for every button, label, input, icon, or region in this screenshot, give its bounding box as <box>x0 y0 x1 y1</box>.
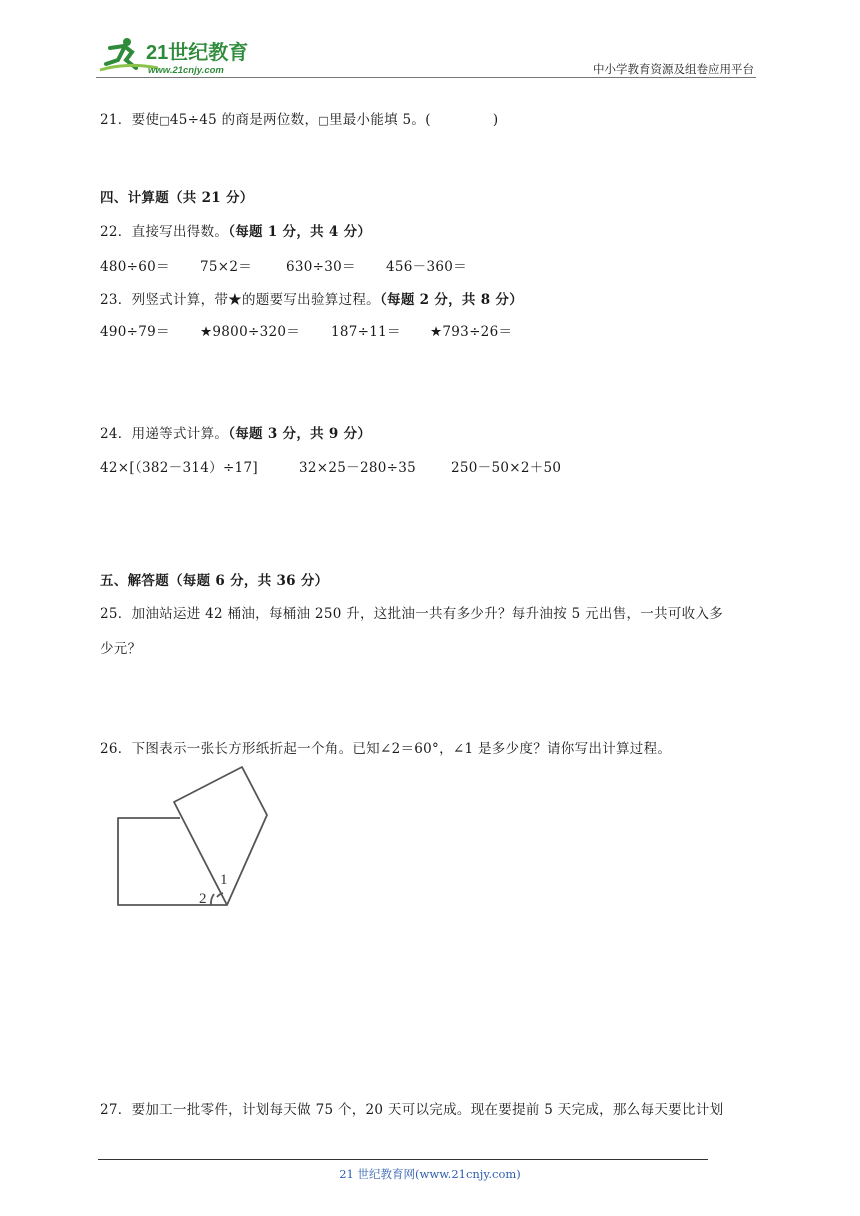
q24-text: 24．用递等式计算。 <box>100 426 229 442</box>
question-23 <box>100 288 523 308</box>
question-25-line2: 少元？ <box>100 641 142 657</box>
q24-score: （每题 3 分，共 9 分） <box>228 426 372 442</box>
footer-text[interactable]: 21 世纪教育网(www.21cnjy.com) <box>339 1167 521 1181</box>
footer-rule <box>98 1159 708 1160</box>
question-24 <box>100 422 371 442</box>
question-21 <box>100 108 498 128</box>
q23-score: （每题 2 分，共 8 分） <box>379 292 524 308</box>
q22-item: 456－360＝ <box>386 259 467 275</box>
q22-item: 630÷30＝ <box>286 259 356 275</box>
q22-text: 22．直接写出得数。 <box>100 224 229 240</box>
q21-suffix: 里最小能填 5。( <box>328 112 431 128</box>
q23-item: 187÷11＝ <box>331 324 401 340</box>
q22-item: 75×2＝ <box>200 259 253 275</box>
blank-box: □ <box>318 114 329 127</box>
blank-box: □ <box>159 114 170 127</box>
site-logo <box>96 34 256 78</box>
q22-score: （每题 1 分，共 4 分） <box>228 224 372 240</box>
question-27: 27．要加工一批零件，计划每天做 75 个，20 天可以完成。现在要提前 5 天完成，那么每天要比计划 <box>100 1102 724 1118</box>
angle-2-label: 2 <box>199 891 207 907</box>
angle-1-label: 1 <box>220 872 228 888</box>
q21-prefix: 21．要使 <box>100 112 160 128</box>
q23-item: ★793÷26＝ <box>430 324 513 340</box>
q23-text: 23．列竖式计算，带★的题要写出验算过程。 <box>100 292 380 308</box>
q23-item: ★9800÷320＝ <box>200 324 301 340</box>
logo-url: www.21cnjy.com <box>148 65 224 76</box>
q22-item: 480÷60＝ <box>100 259 170 275</box>
section-5-title: 五、解答题（每题 6 分，共 36 分） <box>100 573 329 589</box>
question-22 <box>100 220 371 240</box>
logo-text: 21世纪教育 <box>146 42 249 64</box>
q21-middle: 45÷45 的商是两位数， <box>169 112 319 128</box>
folded-paper-figure <box>110 762 280 912</box>
header-rule <box>96 77 756 78</box>
q24-item: 42×[（382－314）÷17] <box>100 460 258 476</box>
site-title: 中小学教育资源及组卷应用平台 <box>593 62 754 76</box>
q24-item: 250－50×2＋50 <box>451 460 562 476</box>
question-26: 26．下图表示一张长方形纸折起一个角。已知∠2＝60°，∠1 是多少度？请你写出计算过程。 <box>100 741 672 757</box>
section-4-title: 四、计算题（共 21 分） <box>100 190 254 206</box>
q24-item: 32×25－280÷35 <box>299 460 417 476</box>
q23-item: 490÷79＝ <box>100 324 170 340</box>
paper-rectangle <box>118 818 227 905</box>
q21-close: ) <box>492 112 499 128</box>
question-25-line1: 25．加油站运进 42 桶油，每桶油 250 升，这批油一共有多少升？每升油按 5 元出售，一共可收入多 <box>100 606 724 622</box>
angle-2-arc <box>211 894 214 905</box>
